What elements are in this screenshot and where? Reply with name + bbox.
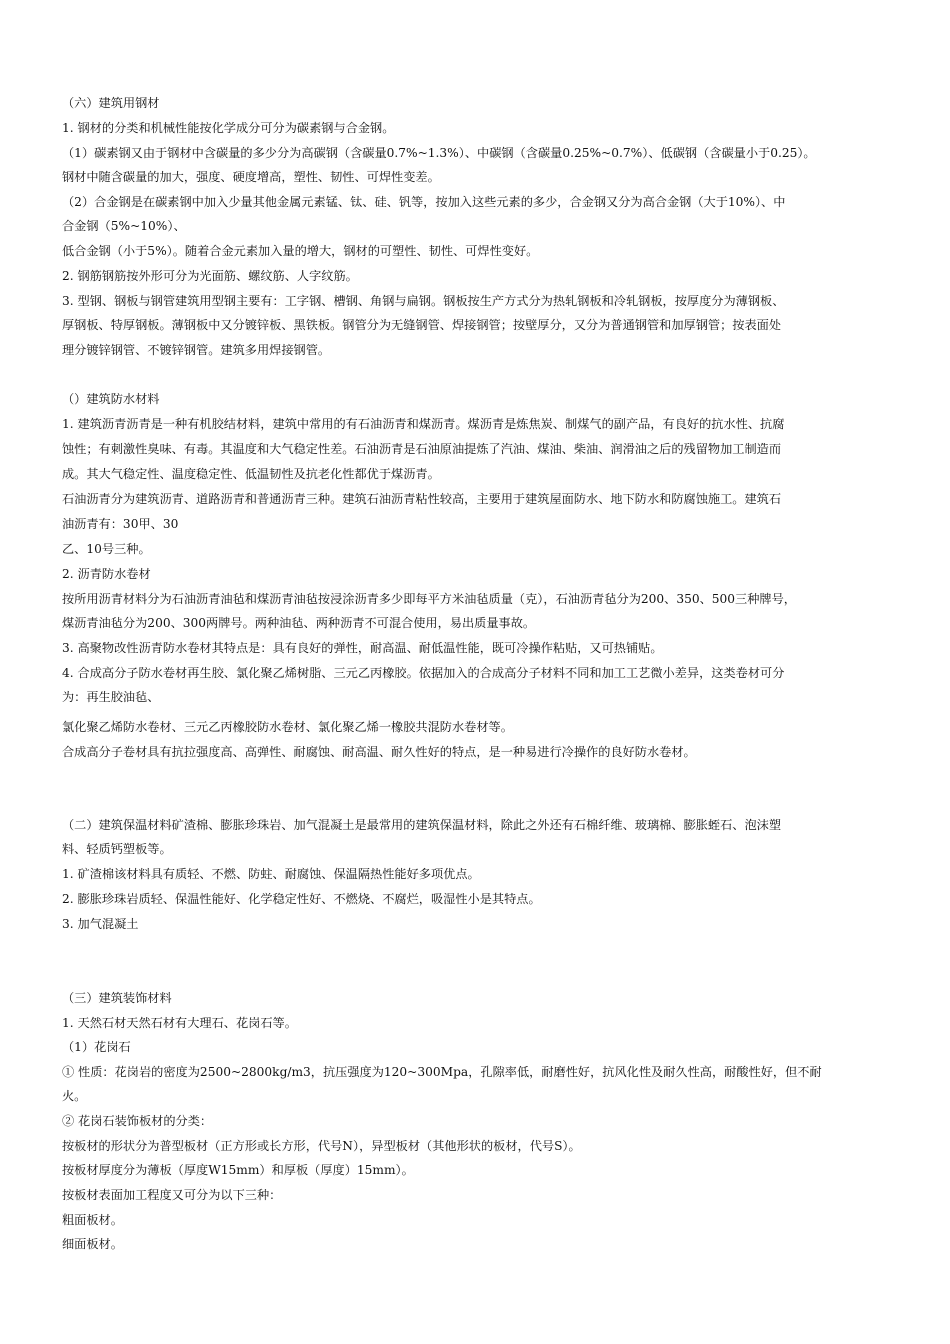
text-line: ① 性质：花岗岩的密度为2500~2800kg/m3，抗压强度为120~300Mpa，孔隙率低，耐磨性好，抗风化性及耐久性高，耐酸性好，但不耐 — [62, 1065, 822, 1079]
text-line: 1. 天然石材天然石材有大理石、花岗石等。 — [62, 1016, 297, 1030]
text-line: 油沥青有：30甲、30 — [62, 517, 179, 531]
text-line: 钢材中随含碳量的加大，强度、硬度增高，塑性、韧性、可焊性变差。 — [62, 170, 440, 184]
section-heading-steel: （六）建筑用钢材 — [62, 96, 160, 110]
text-line: 低合金钢（小于5%）。随着合金元素加入量的增大，钢材的可塑性、韧性、可焊性变好。 — [62, 244, 539, 258]
text-line: 3. 加气混凝土 — [62, 917, 139, 931]
text-line: 为：再生胶油毡、 — [62, 690, 160, 704]
text-line: 蚀性；有刺激性臭味、有毒。其温度和大气稳定性差。石油沥青是石油原油提炼了汽油、煤油、柴油、润滑油之后的残留物加工制造而 — [62, 442, 782, 456]
text-line: 煤沥青油毡分为200、300两牌号。两种油毡、两种沥青不可混合使用，易出质量事故。 — [62, 616, 536, 630]
text-line: 按板材的形状分为普型板材（正方形或长方形，代号N），异型板材（其他形状的板材，代号S）。 — [62, 1139, 581, 1153]
text-line: 厚钢板、特厚钢板。薄钢板中又分镀锌板、黑铁板。钢管分为无缝钢管、焊接钢管；按壁厚分，又分为普通钢管和加厚钢管；按表面处 — [62, 318, 782, 332]
text-line: （1）花岗石 — [62, 1040, 131, 1054]
text-line: 2. 膨胀珍珠岩质轻、保温性能好、化学稳定性好、不燃烧、不腐烂，吸湿性小是其特点。 — [62, 892, 541, 906]
text-line: 1. 钢材的分类和机械性能按化学成分可分为碳素钢与合金钢。 — [62, 121, 395, 135]
text-line: 料、轻质钙塑板等。 — [62, 842, 172, 856]
text-line: 石油沥青分为建筑沥青、道路沥青和普通沥青三种。建筑石油沥青粘性较高，主要用于建筑屋面防水、地下防水和防腐蚀施工。建筑石 — [62, 492, 782, 506]
text-line: ② 花岗石装饰板材的分类： — [62, 1114, 213, 1128]
text-line: 4. 合成高分子防水卷材再生胶、氯化聚乙烯树脂、三元乙丙橡胶。依据加入的合成高分子材料不同和加工工艺微小差异，这类卷材可分 — [62, 666, 785, 680]
text-line: 按板材表面加工程度又可分为以下三种： — [62, 1188, 282, 1202]
text-line: 2. 钢筋钢筋按外形可分为光面筋、螺纹筋、人字纹筋。 — [62, 269, 358, 283]
text-line: 3. 高聚物改性沥青防水卷材其特点是：具有良好的弹性，耐高温、耐低温性能，既可冷操作粘贴，又可热铺贴。 — [62, 641, 663, 655]
text-line: 按板材厚度分为薄板（厚度W15mm）和厚板（厚度）15mm）。 — [62, 1163, 414, 1177]
text-line: 合金钢（5%~10%）、 — [62, 219, 186, 233]
text-line: 按所用沥青材料分为石油沥青油毡和煤沥青油毡按浸涂沥青多少即每平方米油毡质量（克），石油沥青毡分为200、350、500三种牌号， — [62, 592, 796, 606]
section-heading-insulation: （二）建筑保温材料矿渣棉、膨胀珍珠岩、加气混凝土是最常用的建筑保温材料，除此之外还有石棉纤维、玻璃棉、膨胀蛭石、泡沫塑 — [62, 818, 782, 832]
text-line: 氯化聚乙烯防水卷材、三元乙丙橡胶防水卷材、氯化聚乙烯一橡胶共混防水卷材等。 — [62, 720, 513, 734]
section-heading-decoration: （三）建筑装饰材料 — [62, 991, 172, 1005]
text-line: 乙、10号三种。 — [62, 542, 151, 556]
text-line: 理分镀锌钢管、不镀锌钢管。建筑多用焊接钢管。 — [62, 343, 331, 357]
text-line: 1. 矿渣棉该材料具有质轻、不燃、防蛀、耐腐蚀、保温隔热性能好多项优点。 — [62, 867, 480, 881]
text-line: 合成高分子卷材具有抗拉强度高、高弹性、耐腐蚀、耐高温、耐久性好的特点，是一种易进行冷操作的良好防水卷材。 — [62, 745, 696, 759]
text-line: 3. 型钢、钢板与钢管建筑用型钢主要有：工字钢、槽钢、角钢与扁钢。钢板按生产方式分为热轧钢板和冷轧钢板，按厚度分为薄钢板、 — [62, 294, 785, 308]
section-heading-waterproof: （）建筑防水材料 — [62, 392, 160, 406]
text-line: （1）碳素钢又由于钢材中含碳量的多少分为高碳钢（含碳量0.7%~1.3%）、中碳钢（含碳量0.25%~0.7%）、低碳钢（含碳量小于0.25）。 — [62, 146, 816, 160]
text-line: 细面板材。 — [62, 1237, 123, 1251]
text-line: 火。 — [62, 1089, 87, 1103]
text-line: 成。其大气稳定性、温度稳定性、低温韧性及抗老化性都优于煤沥青。 — [62, 467, 440, 481]
text-line: （2）合金钢是在碳素钢中加入少量其他金属元素锰、钛、硅、钒等，按加入这些元素的多少，合金钢又分为高合金钢（大于10%）、中 — [62, 195, 786, 209]
text-line: 1. 建筑沥青沥青是一种有机胶结材料，建筑中常用的有石油沥青和煤沥青。煤沥青是炼焦炭、制煤气的副产品，有良好的抗水性、抗腐 — [62, 417, 785, 431]
text-line: 2. 沥青防水卷材 — [62, 567, 151, 581]
text-line: 粗面板材。 — [62, 1213, 123, 1227]
